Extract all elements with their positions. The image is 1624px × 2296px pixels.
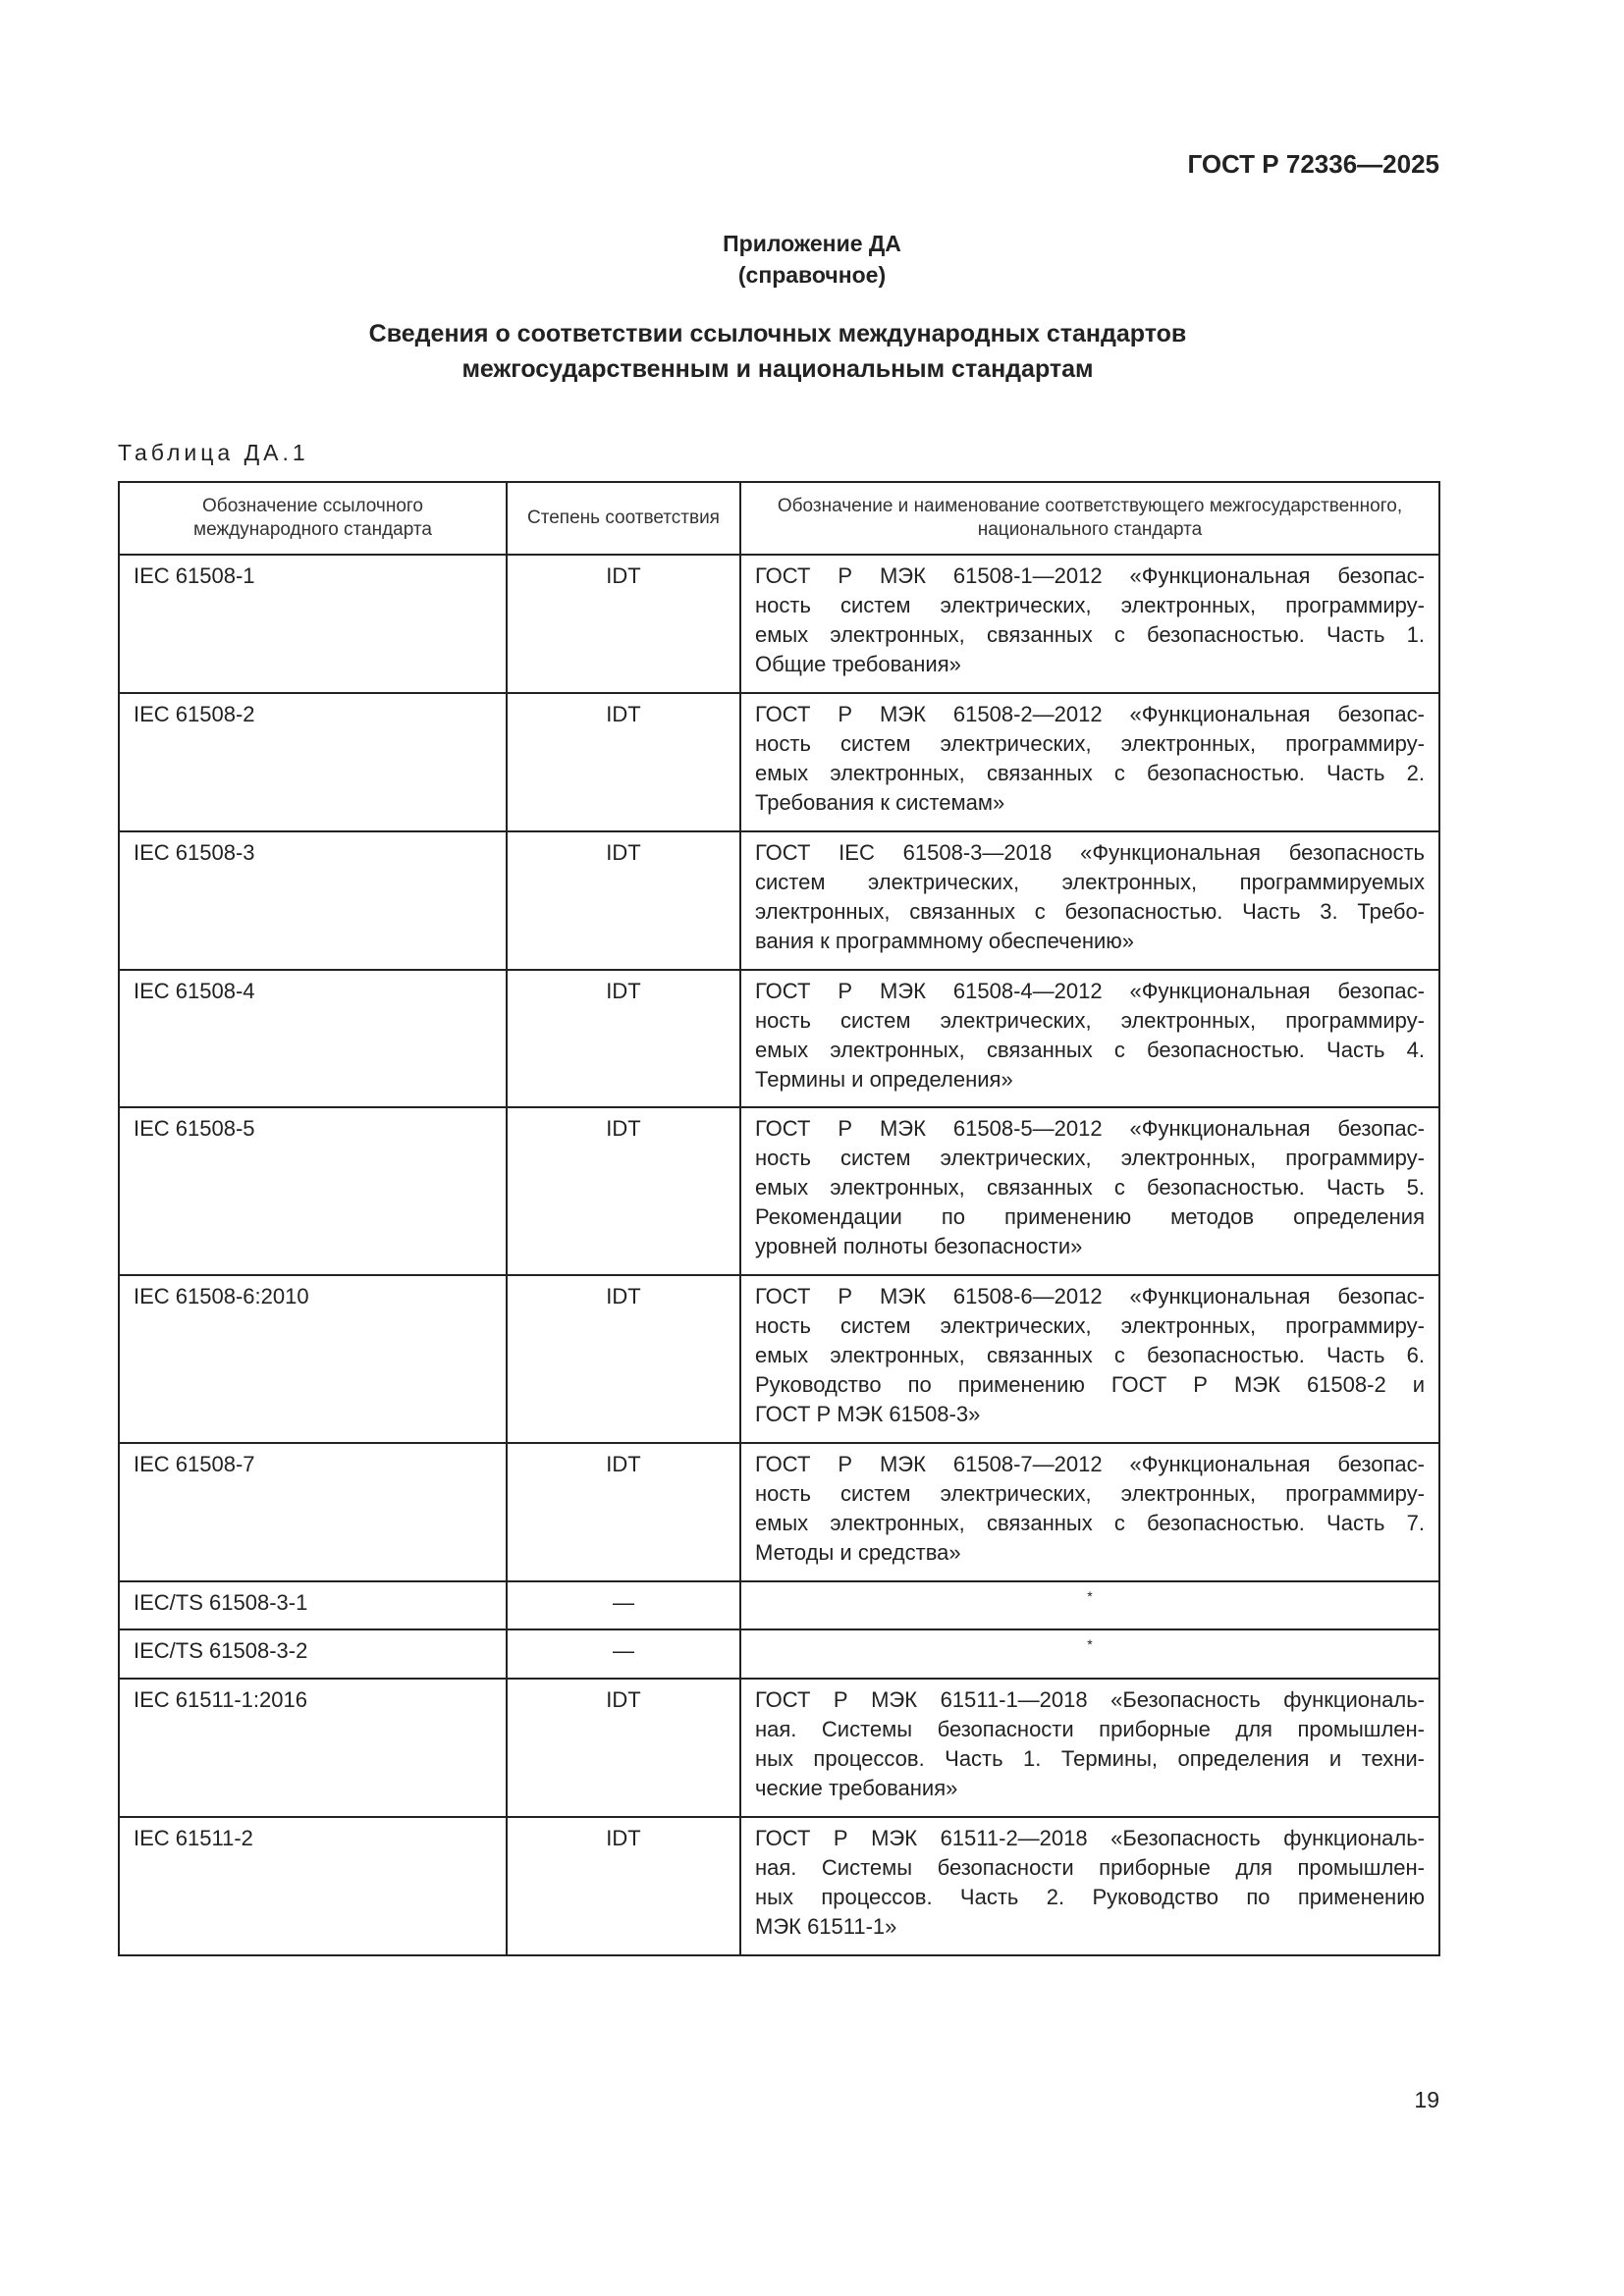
degree-cell: IDT [507, 831, 740, 970]
table-row [119, 1679, 1439, 1817]
table-row [119, 1629, 1439, 1679]
table-header-row [119, 482, 1439, 555]
cell-text-line: ческие требования» [755, 1776, 958, 1800]
cell-text-line: ГОСТ Р МЭК 61508-2—2012 «Функциональная безопас- [755, 702, 1425, 726]
cell-text-line: емых электронных, связанных с безопасностью. Часть 4. [755, 1038, 1425, 1062]
appendix-title: Приложение ДА [723, 231, 901, 256]
international-standard-cell: IEC 61508-5 [119, 1107, 507, 1275]
national-standard-cell [740, 970, 1439, 1107]
cell-text-line: ГОСТ Р МЭК 61508-3» [755, 1402, 981, 1426]
national-standard-cell [740, 1443, 1439, 1581]
national-standard-cell: * [740, 1629, 1439, 1679]
international-standard-cell: IEC 61508-4 [119, 970, 507, 1107]
cell-text-line: ГОСТ Р МЭК 61508-6—2012 «Функциональная безопас- [755, 1284, 1425, 1308]
degree-cell: — [507, 1581, 740, 1629]
degree-cell: IDT [507, 1107, 740, 1275]
degree-cell: IDT [507, 1275, 740, 1443]
cell-text-line: емых электронных, связанных с безопасностью. Часть 5. [755, 1175, 1425, 1200]
cell-text-line: Рекомендации по применению методов определения [755, 1204, 1425, 1229]
column-header-international-standard: Обозначение ссылочного международного стандарта [119, 482, 507, 555]
cell-text-line: ГОСТ IEC 61508-3—2018 «Функциональная безопасность [755, 840, 1425, 865]
international-standard-cell: IEC 61511-2 [119, 1817, 507, 1955]
cell-text-line: емых электронных, связанных с безопасностью. Часть 6. [755, 1343, 1425, 1367]
cell-text-line: ГОСТ Р МЭК 61508-5—2012 «Функциональная безопас- [755, 1116, 1425, 1141]
cell-text-line: ных процессов. Часть 1. Термины, определения и техни- [755, 1746, 1425, 1771]
degree-cell: IDT [507, 970, 740, 1107]
national-standard-cell: * [740, 1581, 1439, 1629]
cell-text-line: уровней полноты безопасности» [755, 1234, 1083, 1258]
cell-text-line: электронных, связанных с безопасностью. Часть 3. Требо- [755, 899, 1425, 924]
national-standard-cell [740, 1275, 1439, 1443]
degree-cell: IDT [507, 1443, 740, 1581]
national-standard-cell [740, 1817, 1439, 1955]
cell-text-line: ных процессов. Часть 2. Руководство по применению [755, 1885, 1425, 1909]
cell-text-line: Общие требования» [755, 652, 961, 676]
degree-cell: IDT [507, 1679, 740, 1817]
cell-text-line: ность систем электрических, электронных, программиру- [755, 1313, 1425, 1338]
page-number: 19 [1414, 2087, 1439, 2112]
degree-cell: IDT [507, 555, 740, 693]
table-row [119, 1817, 1439, 1955]
degree-cell: IDT [507, 1817, 740, 1955]
heading-line-2: межгосударственным и национальным стандартам [461, 355, 1094, 383]
national-standard-cell [740, 555, 1439, 693]
national-standard-cell [740, 831, 1439, 970]
degree-cell: — [507, 1629, 740, 1679]
cell-text-line: ная. Системы безопасности приборные для промышлен- [755, 1717, 1425, 1741]
standards-table [118, 481, 1440, 1956]
cell-text-line: емых электронных, связанных с безопасностью. Часть 2. [755, 761, 1425, 785]
cell-text-line: МЭК 61511-1» [755, 1914, 897, 1939]
cell-text-line: ность систем электрических, электронных, программиру- [755, 1008, 1425, 1033]
cell-text-line: ГОСТ Р МЭК 61508-4—2012 «Функциональная безопас- [755, 979, 1425, 1003]
international-standard-cell: IEC 61508-3 [119, 831, 507, 970]
cell-text-line: Руководство по применению ГОСТ Р МЭК 61508-2 и [755, 1372, 1425, 1397]
cell-text-line: вания к программному обеспечению» [755, 929, 1134, 953]
national-standard-cell [740, 1107, 1439, 1275]
table-row [119, 970, 1439, 1107]
table-row [119, 555, 1439, 693]
appendix-subtitle: (справочное) [737, 262, 887, 288]
section-heading [0, 316, 1555, 387]
heading-line-1: Сведения о соответствии ссылочных международных стандартов [368, 320, 1187, 347]
cell-text-line: Методы и средства» [755, 1540, 961, 1565]
column-header-national-standard: Обозначение и наименование соответствующего межгосударственного, национального стандарта [740, 482, 1439, 555]
table-row [119, 831, 1439, 970]
international-standard-cell: IEC 61508-1 [119, 555, 507, 693]
international-standard-cell: IEC/TS 61508-3-2 [119, 1629, 507, 1679]
international-standard-cell: IEC 61508-2 [119, 693, 507, 831]
cell-text-line: Термины и определения» [755, 1067, 1013, 1092]
cell-text-line: ность систем электрических, электронных, программиру- [755, 731, 1425, 756]
cell-text-line: ность систем электрических, электронных, программиру- [755, 1146, 1425, 1170]
national-standard-cell [740, 693, 1439, 831]
cell-text-line: Требования к системам» [755, 790, 1005, 815]
international-standard-cell: IEC 61508-7 [119, 1443, 507, 1581]
cell-text-line: ГОСТ Р МЭК 61508-1—2012 «Функциональная безопас- [755, 563, 1425, 588]
appendix-heading [0, 228, 1624, 291]
cell-text-line: емых электронных, связанных с безопасностью. Часть 7. [755, 1511, 1425, 1535]
cell-text-line: емых электронных, связанных с безопасностью. Часть 1. [755, 622, 1425, 647]
table-label: Таблица ДА.1 [118, 440, 309, 465]
cell-text-line: ная. Системы безопасности приборные для промышлен- [755, 1855, 1425, 1880]
table-row [119, 1275, 1439, 1443]
international-standard-cell: IEC 61511-1:2016 [119, 1679, 507, 1817]
cell-text-line: ность систем электрических, электронных, программиру- [755, 1481, 1425, 1506]
cell-text-line: ГОСТ Р МЭК 61511-1—2018 «Безопасность функциональ- [755, 1687, 1425, 1712]
table-row [119, 1443, 1439, 1581]
cell-text-line: ность систем электрических, электронных, программиру- [755, 593, 1425, 617]
table-row [119, 693, 1439, 831]
cell-text-line: ГОСТ Р МЭК 61511-2—2018 «Безопасность функциональ- [755, 1826, 1425, 1850]
international-standard-cell: IEC/TS 61508-3-1 [119, 1581, 507, 1629]
cell-text-line: систем электрических, электронных, программируемых [755, 870, 1425, 894]
column-header-degree: Степень соответствия [507, 482, 740, 555]
table-row [119, 1107, 1439, 1275]
document-code: ГОСТ Р 72336—2025 [1187, 149, 1439, 179]
table-row [119, 1581, 1439, 1629]
international-standard-cell: IEC 61508-6:2010 [119, 1275, 507, 1443]
cell-text-line: ГОСТ Р МЭК 61508-7—2012 «Функциональная безопас- [755, 1452, 1425, 1476]
national-standard-cell [740, 1679, 1439, 1817]
degree-cell: IDT [507, 693, 740, 831]
